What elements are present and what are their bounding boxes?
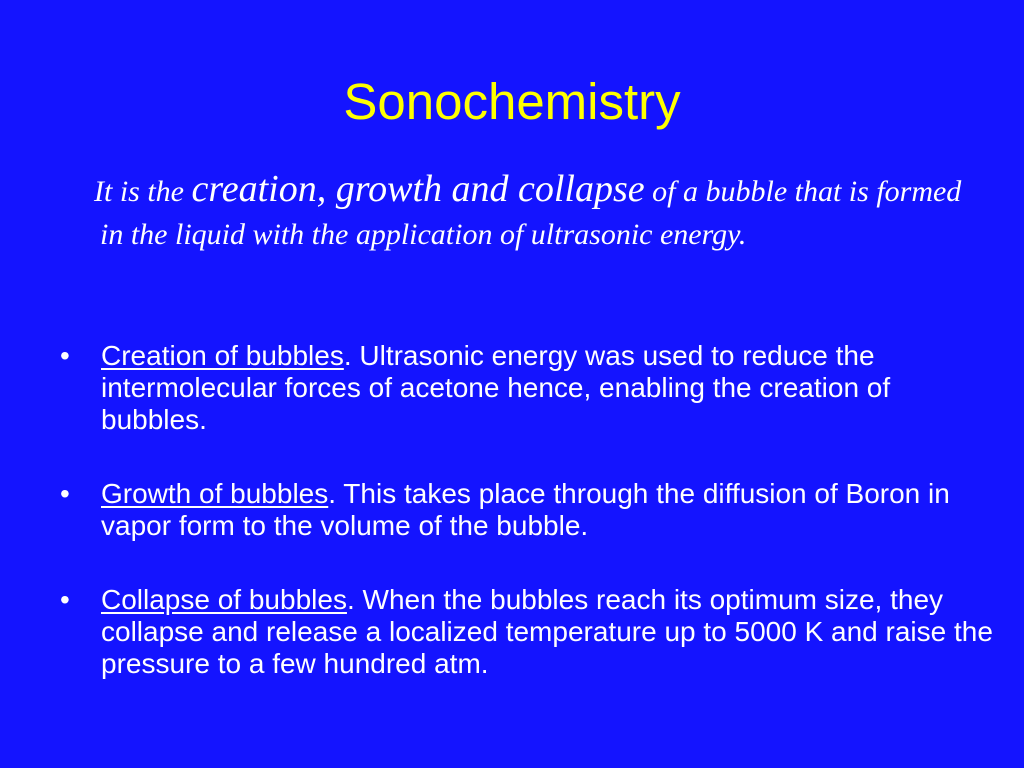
intro-part-3: of a bubble that is formed in the liquid with the application of ultrasonic energy. (100, 175, 962, 251)
bullet-icon: • (60, 340, 70, 371)
bullet-text: . When the bubbles reach its optimum size, they collapse and release a localized temperature up to 5000 K and raise the pressure to a few hundred atm. (101, 584, 993, 679)
bullet-list (60, 340, 1000, 680)
intro-emphasis: creation, growth and collapse (191, 168, 645, 210)
bullet-term: Creation of bubbles (101, 340, 344, 371)
bullet-term: Growth of bubbles (101, 478, 329, 509)
bullet-item-collapse (60, 584, 1000, 680)
bullet-item-creation (60, 340, 1000, 436)
intro-paragraph (94, 168, 990, 256)
bullet-term: Collapse of bubbles (101, 584, 347, 615)
bullet-text: . Ultrasonic energy was used to reduce the intermolecular forces of acetone hence, enabling the creation of bubbles. (101, 340, 891, 435)
bullet-item-growth (60, 478, 1000, 542)
slide-title: Sonochemistry (343, 73, 681, 130)
bullet-icon: • (60, 478, 70, 509)
intro-part-1: It is the (94, 175, 192, 208)
bullet-icon: • (60, 584, 70, 615)
bullet-text: . This takes place through the diffusion of Boron in vapor form to the volume of the bubble. (101, 478, 950, 541)
